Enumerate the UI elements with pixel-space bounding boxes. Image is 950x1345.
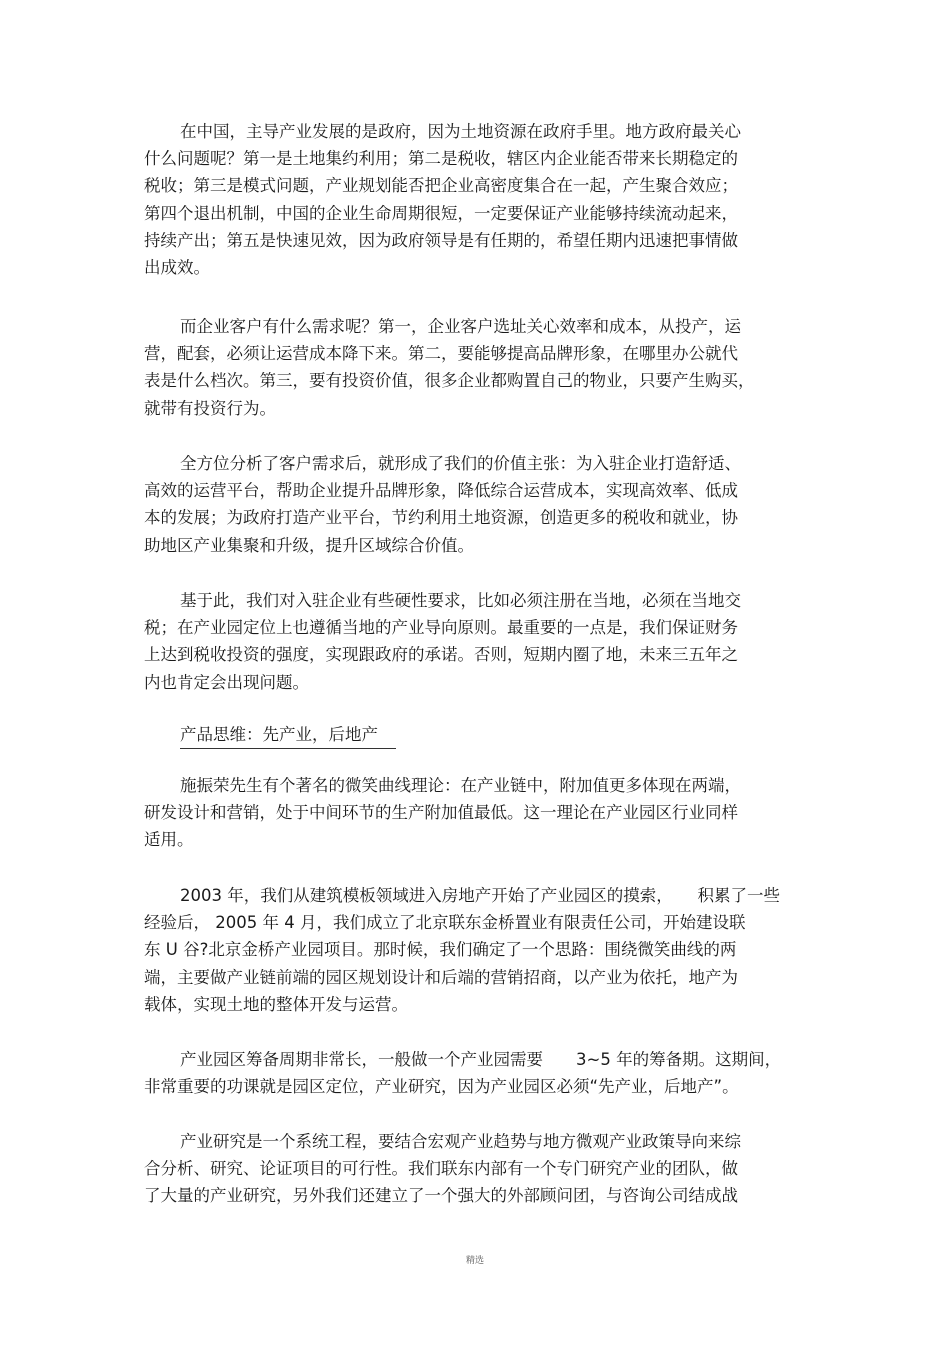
text-line: 税收；第三是模式问题，产业规划能否把企业高密度集合在一起，产生聚合效应； (144, 176, 738, 196)
section-heading: 产品思维：先产业，后地产 (180, 721, 396, 749)
text-line: 全方位分析了客户需求后，就形成了我们的价值主张：为入驻企业打造舒适、 (180, 454, 741, 473)
text-line: 什么问题呢？第一是土地集约利用；第二是税收，辖区内企业能否带来长期稳定的 (144, 149, 738, 169)
paragraph-4 (144, 587, 804, 696)
text-line: 2003 年，我们从建筑模板领域进入房地产开始了产业园区的摸索， 积累了一些 (180, 886, 780, 905)
paragraph-7 (144, 1046, 804, 1100)
text-line: 助地区产业集聚和升级，提升区域综合价值。 (144, 535, 474, 555)
text-line: 营，配套，必须让运营成本降下来。第二，要能够提高品牌形象，在哪里办公就代 (144, 344, 738, 364)
text-line: 在中国，主导产业发展的是政府，因为土地资源在政府手里。地方政府最关心 (180, 122, 741, 141)
text-line: 产业研究是一个系统工程，要结合宏观产业趋势与地方微观产业政策导向来综 (180, 1132, 741, 1151)
text-line: 高效的运营平台，帮助企业提升品牌形象，降低综合运营成本，实现高效率、低成 (144, 481, 738, 501)
text-line: 端，主要做产业链前端的园区规划设计和后端的营销招商，以产业为依托，地产为 (144, 967, 738, 987)
text-line: 内也肯定会出现问题。 (144, 672, 309, 692)
text-line: 产业园区筹备周期非常长，一般做一个产业园需要 3~5 年的筹备期。这期间， (180, 1050, 782, 1069)
text-line: 本的发展；为政府打造产业平台，节约利用土地资源，创造更多的税收和就业，协 (144, 508, 738, 528)
text-line: 第四个退出机制，中国的企业生命周期很短，一定要保证产业能够持续流动起来， (144, 203, 738, 223)
text-line: 施振荣先生有个著名的微笑曲线理论：在产业链中，附加值更多体现在两端， (180, 776, 741, 795)
paragraph-3 (144, 450, 804, 559)
text-line: 适用。 (144, 830, 194, 850)
paragraph-2 (144, 313, 804, 422)
text-line: 载体，实现土地的整体开发与运营。 (144, 994, 408, 1014)
paragraph-5 (144, 772, 804, 854)
text-line: 持续产出；第五是快速见效，因为政府领导是有任期的，希望任期内迅速把事情做 (144, 230, 738, 250)
text-line: 上达到税收投资的强度，实现跟政府的承诺。否则，短期内圈了地，未来三五年之 (144, 645, 738, 665)
text-line: 研发设计和营销，处于中间环节的生产附加值最低。这一理论在产业园区行业同样 (144, 803, 738, 823)
text-line: 就带有投资行为。 (144, 398, 276, 418)
text-line: 了大量的产业研究，另外我们还建立了一个强大的外部顾问团，与咨询公司结成战 (144, 1186, 738, 1206)
text-line: 而企业客户有什么需求呢？第一，企业客户选址关心效率和成本，从投产，运 (180, 317, 741, 336)
paragraph-1 (144, 118, 804, 281)
text-line: 东 U 谷?北京金桥产业园项目。那时候，我们确定了一个思路：围绕微笑曲线的两 (144, 940, 737, 960)
page-footer: 精选 (465, 1256, 484, 1266)
text-line: 出成效。 (144, 258, 210, 278)
text-line: 基于此，我们对入驻企业有些硬性要求，比如必须注册在当地，必须在当地交 (180, 591, 741, 610)
text-line: 经验后， 2005 年 4 月，我们成立了北京联东金桥置业有限责任公司，开始建设联 (144, 913, 746, 933)
paragraph-8 (144, 1128, 804, 1210)
text-line: 税；在产业园定位上也遵循当地的产业导向原则。最重要的一点是，我们保证财务 (144, 618, 738, 638)
text-line: 非常重要的功课就是园区定位，产业研究，因为产业园区必须“先产业，后地产”。 (144, 1077, 739, 1097)
paragraph-6 (144, 882, 804, 1018)
text-line: 表是什么档次。第三，要有投资价值，很多企业都购置自己的物业，只要产生购买， (144, 371, 755, 391)
text-line: 合分析、研究、论证项目的可行性。我们联东内部有一个专门研究产业的团队，做 (144, 1159, 738, 1179)
